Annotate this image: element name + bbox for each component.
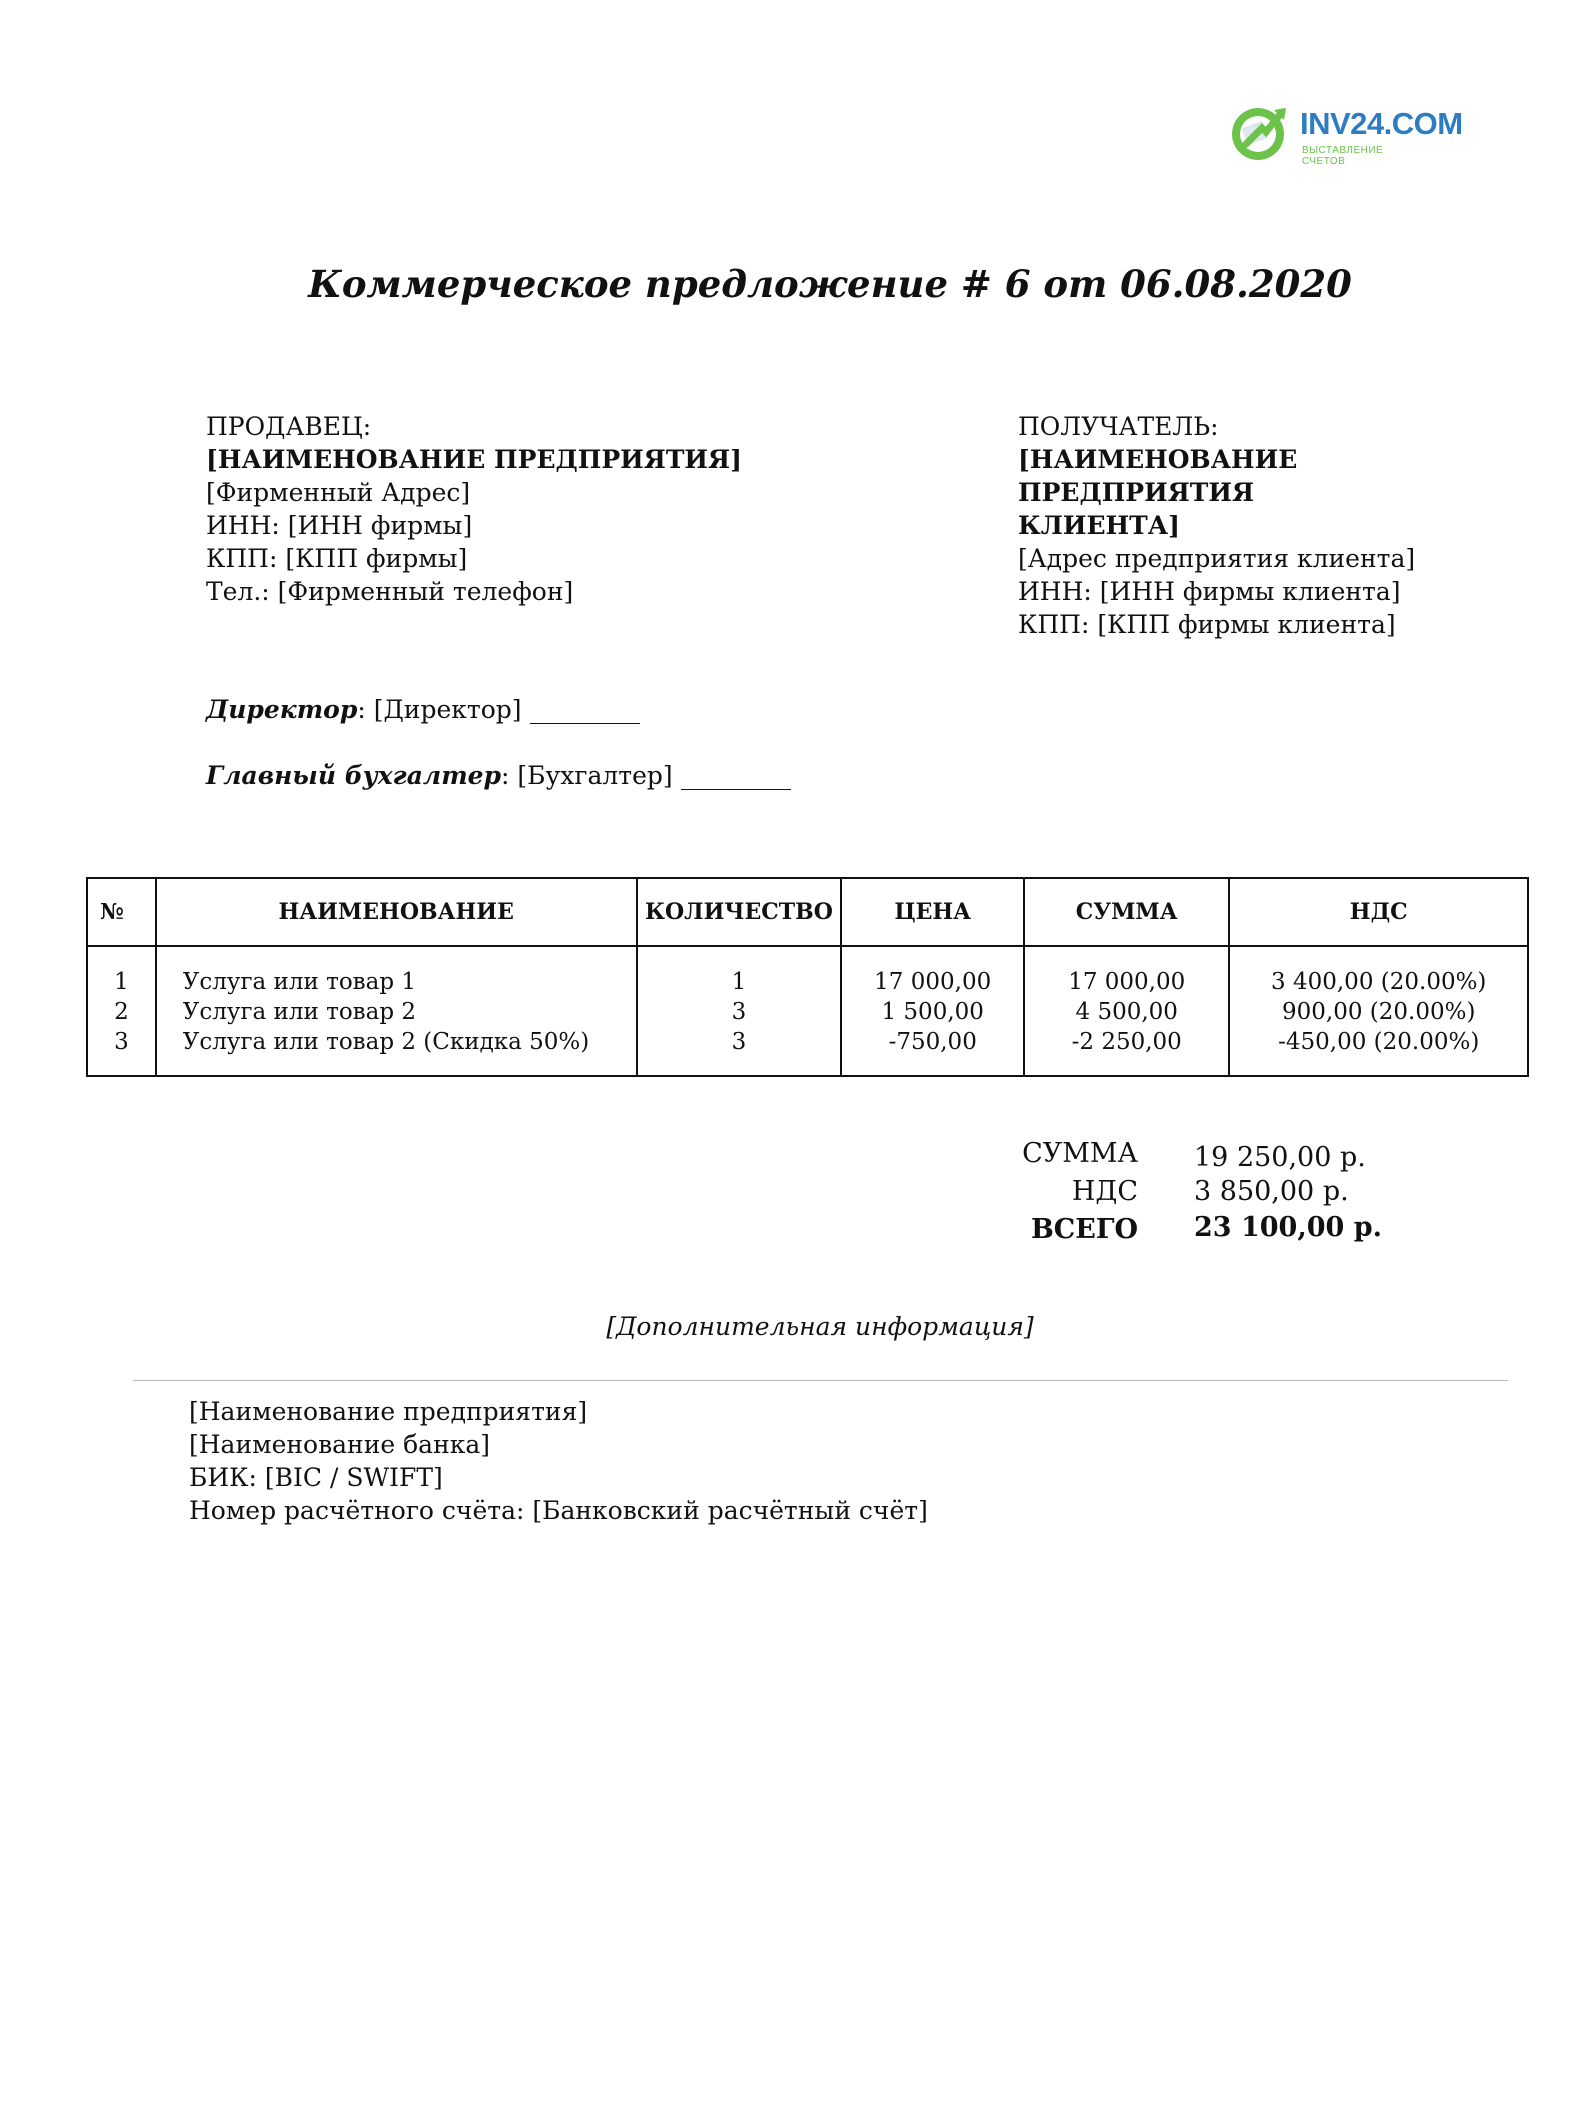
buyer-block — [1018, 410, 1538, 641]
cell-vat: 3 400,00 (20.00%) — [1271, 969, 1487, 995]
header-sum: СУММА — [1024, 878, 1229, 946]
logo-text: INV24.COM — [1300, 106, 1463, 141]
buyer-address: [Адрес предприятия клиента] — [1018, 544, 1416, 573]
accountant-signature — [206, 761, 791, 790]
cell-quantity: 3 — [731, 1029, 747, 1055]
director-signature-line — [530, 703, 640, 724]
seller-block — [206, 410, 766, 608]
bank-name: [Наименование банка] — [189, 1430, 491, 1459]
buyer-name-line1: [НАИМЕНОВАНИЕ ПРЕДПРИЯТИЯ — [1018, 445, 1298, 507]
buyer-kpp: КПП: [КПП фирмы клиента] — [1018, 610, 1396, 639]
totals-vat-label: НДС — [1071, 1176, 1138, 1207]
col-name — [156, 946, 637, 1076]
divider — [133, 1380, 1508, 1381]
director-signature — [206, 695, 640, 724]
additional-info: [Дополнительная информация] — [606, 1312, 1034, 1341]
buyer-inn: ИНН: [ИНН фирмы клиента] — [1018, 577, 1401, 606]
cell-quantity: 3 — [731, 999, 747, 1025]
totals-total-row — [1000, 1212, 1382, 1245]
bank-account: Номер расчётного счёта: [Банковский расчётный счёт] — [189, 1496, 928, 1525]
totals-total-label: ВСЕГО — [1030, 1214, 1138, 1245]
cell-quantity: 1 — [731, 969, 747, 995]
cell-vat: 900,00 (20.00%) — [1282, 999, 1476, 1025]
cell-sum: 4 500,00 — [1075, 999, 1178, 1025]
director-value: : [Директор] — [357, 695, 522, 724]
col-quantity — [637, 946, 842, 1076]
header-name: НАИМЕНОВАНИЕ — [156, 878, 637, 946]
seller-address: [Фирменный Адрес] — [206, 478, 471, 507]
seller-name: [НАИМЕНОВАНИЕ ПРЕДПРИЯТИЯ] — [206, 445, 742, 474]
cell-number: 2 — [114, 999, 129, 1025]
col-vat — [1229, 946, 1528, 1076]
header-quantity: КОЛИЧЕСТВО — [637, 878, 842, 946]
table-row — [87, 946, 1528, 1076]
totals-sum-value: 19 250,00 р. — [1194, 1142, 1366, 1173]
cell-name: Услуга или товар 2 — [182, 999, 416, 1025]
accountant-signature-line — [681, 769, 791, 790]
director-label: Директор — [206, 695, 358, 724]
header-price: ЦЕНА — [841, 878, 1024, 946]
logo-subtitle: ВЫСТАВЛЕНИЕ СЧЕТОВ — [1302, 145, 1384, 167]
company-logo — [1228, 100, 1463, 168]
header-vat: НДС — [1229, 878, 1528, 946]
accountant-value: : [Бухгалтер] — [501, 761, 673, 790]
bank-bic: БИК: [BIC / SWIFT] — [189, 1463, 443, 1492]
totals-sum-row — [1000, 1138, 1366, 1173]
cell-number: 1 — [114, 969, 129, 995]
cell-sum: -2 250,00 — [1071, 1029, 1182, 1055]
cell-number: 3 — [114, 1029, 129, 1055]
cell-name: Услуга или товар 1 — [182, 969, 416, 995]
col-number — [87, 946, 156, 1076]
col-sum — [1024, 946, 1229, 1076]
table-header-row — [87, 878, 1528, 946]
bank-details — [189, 1395, 928, 1527]
buyer-heading: ПОЛУЧАТЕЛЬ: — [1018, 412, 1219, 441]
seller-inn: ИНН: [ИНН фирмы] — [206, 511, 473, 540]
logo-icon — [1228, 100, 1292, 164]
col-price — [841, 946, 1024, 1076]
cell-price: -750,00 — [888, 1029, 977, 1055]
cell-vat: -450,00 (20.00%) — [1278, 1029, 1480, 1055]
bank-company: [Наименование предприятия] — [189, 1397, 588, 1426]
seller-kpp: КПП: [КПП фирмы] — [206, 544, 468, 573]
totals-vat-row — [1000, 1176, 1349, 1207]
cell-price: 1 500,00 — [881, 999, 984, 1025]
accountant-label: Главный бухгалтер — [206, 761, 502, 790]
seller-heading: ПРОДАВЕЦ: — [206, 412, 372, 441]
totals-sum-label: СУММА — [1022, 1138, 1138, 1169]
cell-sum: 17 000,00 — [1068, 969, 1186, 995]
totals-vat-value: 3 850,00 р. — [1194, 1176, 1349, 1207]
items-table — [86, 877, 1529, 1077]
buyer-name-line2: КЛИЕНТА] — [1018, 511, 1180, 540]
totals-total-value: 23 100,00 р. — [1194, 1212, 1382, 1243]
header-number: № — [87, 878, 156, 946]
seller-phone: Тел.: [Фирменный телефон] — [206, 577, 574, 606]
document-title: Коммерческое предложение # 6 от 06.08.2020 — [308, 262, 1352, 306]
cell-price: 17 000,00 — [874, 969, 992, 995]
cell-name: Услуга или товар 2 (Скидка 50%) — [182, 1029, 590, 1055]
